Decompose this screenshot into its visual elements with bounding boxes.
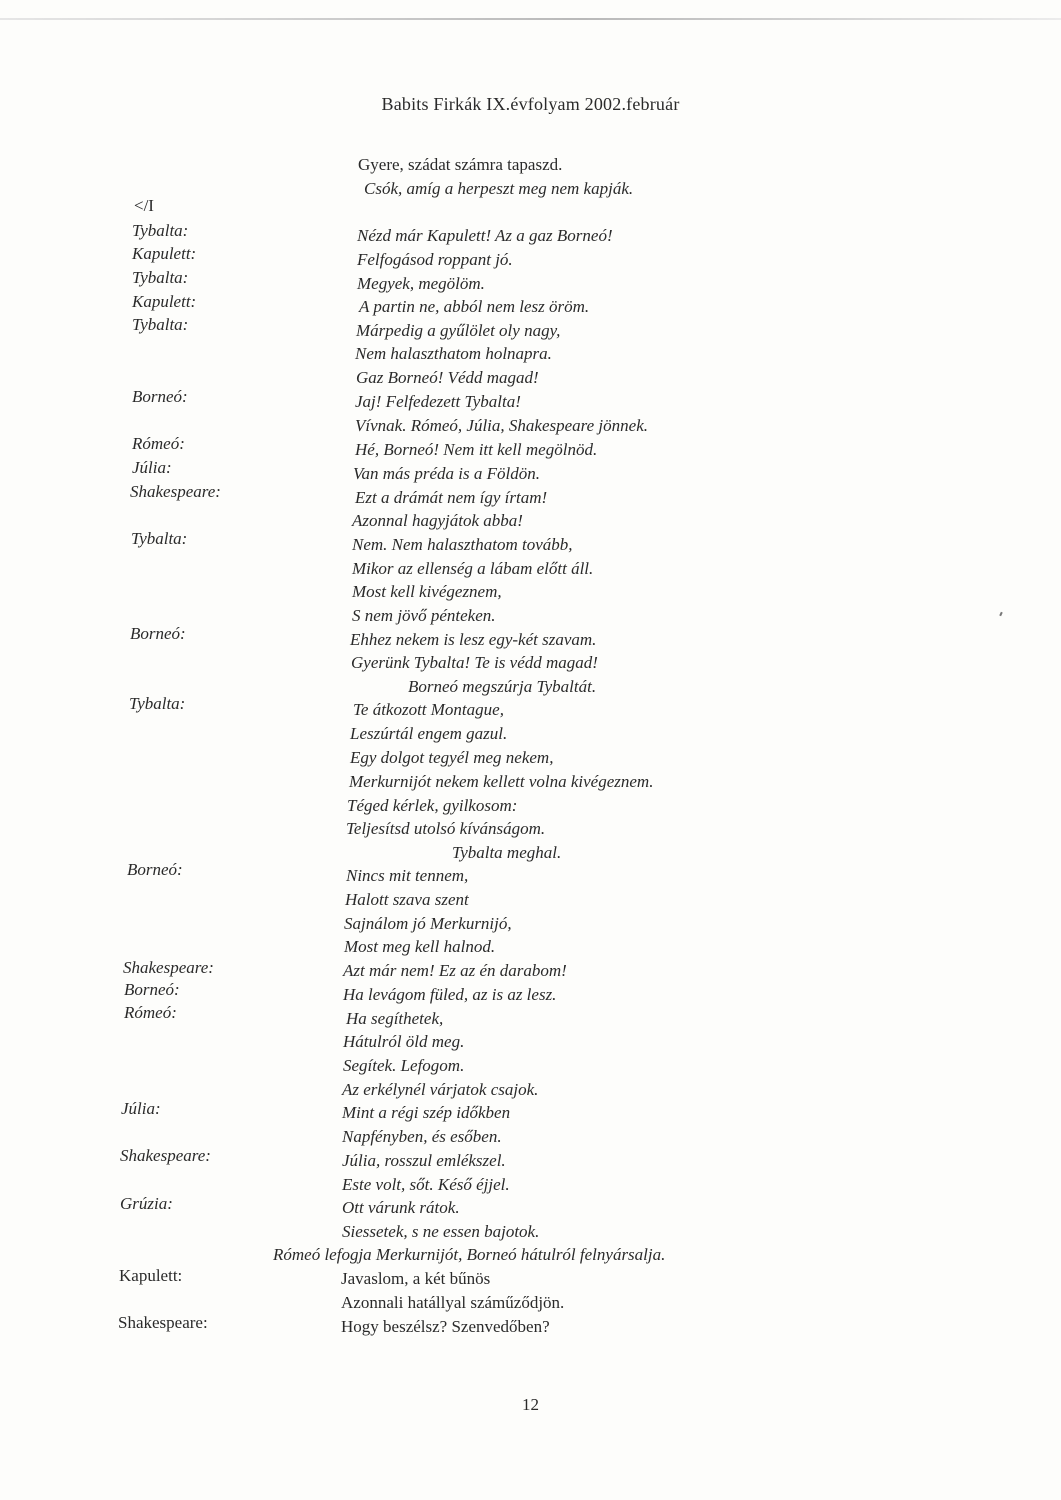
dialogue-line: Hé, Borneó! Nem itt kell megölnöd.: [355, 440, 598, 459]
speaker-name: Rómeó:: [124, 1003, 177, 1022]
speaker-name: Júlia:: [132, 458, 172, 477]
speaker-name: Grúzia:: [120, 1194, 173, 1213]
dialogue-line: Felfogásod roppant jó.: [357, 250, 513, 269]
dialogue-line: Teljesítsd utolsó kívánságom.: [346, 819, 546, 838]
speaker-name: Shakespeare:: [120, 1146, 211, 1165]
dialogue-line: Hátulról öld meg.: [343, 1032, 465, 1051]
speaker-name: Borneó:: [130, 624, 186, 643]
dialogue-line: Gyere, szádat számra tapaszd.: [358, 155, 563, 174]
speaker-name: Tybalta:: [132, 221, 189, 240]
dialogue-line: Az erkélynél várjatok csajok.: [342, 1080, 539, 1099]
dialogue-line: Ha segíthetek,: [346, 1009, 444, 1028]
speaker-name: Borneó:: [127, 860, 183, 879]
dialogue-line: Ha levágom füled, az is az lesz.: [343, 985, 557, 1004]
speaker-name: Rómeó:: [132, 434, 185, 453]
speaker-name: Borneó:: [132, 387, 188, 406]
dialogue-line: Csók, amíg a herpeszt meg nem kapják.: [364, 179, 634, 198]
dialogue-line: Leszúrtál engem gazul.: [350, 724, 508, 743]
stage-direction: Vívnak. Rómeó, Júlia, Shakespeare jönnek.: [355, 416, 648, 435]
dialogue-line: Nem halaszthatom holnapra.: [355, 344, 552, 363]
dialogue-line: Napfényben, és esőben.: [342, 1127, 502, 1146]
dialogue-line: Egy dolgot tegyél meg nekem,: [350, 748, 554, 767]
dialogue-line: Azt már nem! Ez az én darabom!: [343, 961, 567, 980]
speaker-name: Tybalta:: [131, 529, 188, 548]
speaker-name: Shakespeare:: [118, 1313, 208, 1332]
dialogue-line: Azonnali hatállyal száműződjön.: [341, 1293, 565, 1312]
scan-edge: [0, 18, 1061, 20]
dialogue-line: Nem. Nem halaszthatom tovább,: [352, 535, 573, 554]
dialogue-line: Javaslom, a két bűnös: [341, 1269, 491, 1288]
dialogue-line: Megyek, megölöm.: [357, 274, 485, 293]
dialogue-line: Mikor az ellenség a lábam előtt áll.: [352, 559, 594, 578]
page-header: Babits Firkák IX.évfolyam 2002.február: [381, 94, 680, 114]
speaker-name: Shakespeare:: [130, 482, 221, 501]
speaker-name: Kapulett:: [132, 244, 197, 263]
dialogue-line: Márpedig a gyűlölet oly nagy,: [356, 321, 561, 340]
dialogue-line: Ezt a drámát nem így írtam!: [355, 488, 548, 507]
dialogue-line: Most kell kivégeznem,: [352, 582, 502, 601]
dialogue-line: S nem jövő pénteken.: [352, 606, 496, 625]
dialogue-line: Ott várunk rátok.: [342, 1198, 460, 1217]
stage-direction: Tybalta meghal.: [452, 843, 562, 862]
dialogue-line: Ehhez nekem is lesz egy-két szavam.: [350, 630, 597, 649]
dialogue-line: Jaj! Felfedezett Tybalta!: [355, 392, 521, 411]
speaker-name: Tybalta:: [129, 694, 186, 713]
dialogue-line: A partin ne, abból nem lesz öröm.: [359, 297, 590, 316]
dialogue-line: Halott szava szent: [345, 890, 469, 909]
dialogue-line: Sajnálom jó Merkurnijó,: [344, 914, 512, 933]
stage-direction: Borneó megszúrja Tybaltát.: [408, 677, 597, 696]
dialogue-line: Segítek. Lefogom.: [343, 1056, 465, 1075]
dialogue-line: Gaz Borneó! Védd magad!: [356, 368, 539, 387]
speaker-name: Tybalta:: [132, 268, 189, 287]
dialogue-line: Siessetek, s ne essen bajotok.: [342, 1222, 540, 1241]
dialogue-line: Nincs mit tennem,: [346, 866, 469, 885]
dialogue-line: Most meg kell halnod.: [344, 937, 496, 956]
dialogue-line: Júlia, rosszul emlékszel.: [342, 1151, 506, 1170]
scan-speck: [999, 612, 1003, 616]
dialogue-line: Azonnal hagyjátok abba!: [352, 511, 523, 530]
dialogue-line: Te átkozott Montague,: [353, 700, 504, 719]
speaker-name: Kapulett:: [132, 292, 197, 311]
speaker-name: Júlia:: [121, 1099, 161, 1118]
speaker-name: </I: [134, 196, 154, 215]
dialogue-line: Téged kérlek, gyilkosom:: [347, 796, 518, 815]
stage-direction: Rómeó lefogja Merkurnijót, Borneó hátulról felnyársalja.: [273, 1245, 666, 1264]
dialogue-line: Gyerünk Tybalta! Te is védd magad!: [351, 653, 598, 672]
dialogue-line: Mint a régi szép időkben: [342, 1103, 511, 1122]
dialogue-line: Este volt, sőt. Késő éjjel.: [342, 1175, 510, 1194]
speaker-name: Shakespeare:: [123, 958, 214, 977]
dialogue-line: Merkurnijót nekem kellett volna kivégeznem.: [349, 772, 654, 791]
speaker-name: Tybalta:: [132, 315, 189, 334]
page-number: 12: [522, 1395, 539, 1414]
dialogue-line: Nézd már Kapulett! Az a gaz Borneó!: [357, 226, 613, 245]
dialogue-line: Hogy beszélsz? Szenvedőben?: [341, 1317, 550, 1336]
speaker-name: Borneó:: [124, 980, 180, 999]
dialogue-line: Van más préda is a Földön.: [353, 464, 540, 483]
speaker-name: Kapulett:: [119, 1266, 183, 1285]
